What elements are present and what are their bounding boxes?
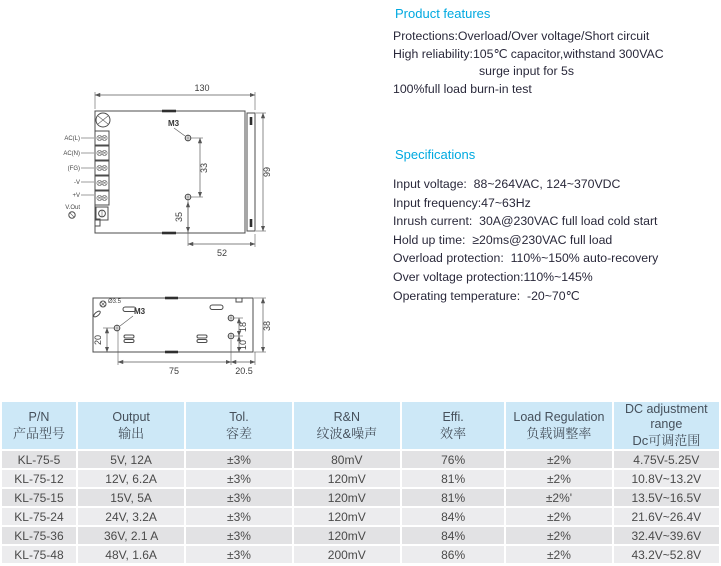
spec-table xyxy=(0,400,721,565)
cell: ±2%' xyxy=(506,489,611,506)
cell: 13.5V~16.5V xyxy=(614,489,719,506)
dim-hole-right-upper-label: 18 xyxy=(238,321,248,333)
col-header-0 xyxy=(2,402,76,449)
cell: 15V, 5A xyxy=(78,489,184,506)
specifications-section xyxy=(393,147,721,305)
col-header-5 xyxy=(506,402,611,449)
terminal-block xyxy=(95,131,109,205)
spec-line: Operating temperature: -20~70℃ xyxy=(393,288,580,303)
case-outline xyxy=(95,111,245,233)
cell: 84% xyxy=(402,527,504,544)
front-view-drawing xyxy=(50,80,325,275)
cell: 21.6V~26.4V xyxy=(614,508,719,525)
table-row xyxy=(2,470,719,487)
cell: KL-75-48 xyxy=(2,546,76,563)
cell: KL-75-36 xyxy=(2,527,76,544)
dim-hole-left-label: 20 xyxy=(93,334,103,346)
col-header-cn: 纹波&噪声 xyxy=(316,425,378,441)
dim-depth-label: 38 xyxy=(262,320,272,332)
table-row xyxy=(2,527,719,544)
screw-callout: M3 xyxy=(134,307,146,316)
cell: 43.2V~52.8V xyxy=(614,546,719,563)
spec-table-body xyxy=(2,402,719,563)
dim-hole-pitch-label: 33 xyxy=(199,162,209,174)
cell: 4.75V-5.25V xyxy=(614,451,719,468)
cell: ±3% xyxy=(186,470,291,487)
cell: 76% xyxy=(402,451,504,468)
dim-length-label: 75 xyxy=(168,366,180,376)
feature-line: Protections:Overload/Over voltage/Short circuit xyxy=(393,29,650,43)
cell: 120mV xyxy=(294,508,400,525)
cell: 36V, 2.1 A xyxy=(78,527,184,544)
cell: 120mV xyxy=(294,489,400,506)
terminal-label: AC(L) xyxy=(64,136,80,142)
cell: KL-75-12 xyxy=(2,470,76,487)
cell: 48V, 1.6A xyxy=(78,546,184,563)
cell: KL-75-24 xyxy=(2,508,76,525)
cell: 5V, 12A xyxy=(78,451,184,468)
cell: 32.4V~39.6V xyxy=(614,527,719,544)
col-header-en: P/N xyxy=(28,409,50,424)
dim-end-offset-label: 20.5 xyxy=(235,366,253,376)
spec-line: Overload protection: 110%~150% auto-recovery xyxy=(393,251,659,266)
cell: ±2% xyxy=(506,546,611,563)
cell: ±3% xyxy=(186,527,291,544)
cell: 120mV xyxy=(294,527,400,544)
col-header-cn: Dc可调范围 xyxy=(632,433,701,448)
dim-hole-right-lower-label: 10 xyxy=(238,339,248,351)
spec-line: Inrush current: 30A@230VAC full load cold start xyxy=(393,214,658,229)
cell: 81% xyxy=(402,489,504,506)
spec-line: Over voltage protection:110%~145% xyxy=(393,269,593,284)
dim-width-label: 130 xyxy=(194,83,210,93)
col-header-6 xyxy=(614,402,719,449)
terminal-label: V.Out xyxy=(65,205,80,211)
spec-line: Input voltage: 88~264VAC, 124~370VDC xyxy=(393,177,621,191)
cell: 120mV xyxy=(294,470,400,487)
col-header-en: Tol. xyxy=(229,409,249,424)
product-features-heading: Product features xyxy=(395,6,491,21)
cell: ±3% xyxy=(186,546,291,563)
col-header-cn: 产品型号 xyxy=(12,425,65,441)
col-header-en: Load Regulation xyxy=(513,409,605,424)
col-header-2 xyxy=(186,402,291,449)
dim-bottom-span-label: 52 xyxy=(216,248,228,258)
col-header-en: R&N xyxy=(333,409,360,424)
cell: ±3% xyxy=(186,508,291,525)
cell: 200mV xyxy=(294,546,400,563)
cell: ±3% xyxy=(186,451,291,468)
col-header-cn: 容差 xyxy=(225,425,252,441)
col-header-1 xyxy=(78,402,184,449)
table-row xyxy=(2,451,719,468)
table-row xyxy=(2,489,719,506)
cell: ±2% xyxy=(506,527,611,544)
cell: ±2% xyxy=(506,451,611,468)
spec-line: Input frequency:47~63Hz xyxy=(393,195,531,210)
col-header-en: Effi. xyxy=(442,409,464,424)
header-row xyxy=(2,402,719,449)
feature-line: surge input for 5s xyxy=(479,64,575,78)
cell: 80mV xyxy=(294,451,400,468)
col-header-en: Output xyxy=(112,409,150,424)
col-header-3 xyxy=(294,402,400,449)
cell: 10.8V~13.2V xyxy=(614,470,719,487)
col-header-cn: 负载调整率 xyxy=(526,425,592,441)
cell: ±2% xyxy=(506,508,611,525)
terminal-label: AC(N) xyxy=(63,151,80,157)
specifications-heading: Specifications xyxy=(395,147,476,162)
cell: ±2% xyxy=(506,470,611,487)
cell: KL-75-5 xyxy=(2,451,76,468)
cell: 84% xyxy=(402,508,504,525)
cell: 24V, 3.2A xyxy=(78,508,184,525)
spec-line: Hold up time: ≥20ms@230VAC full load xyxy=(393,232,613,247)
screw-callout: M3 xyxy=(168,119,180,128)
feature-line: High reliability:105℃ capacitor,withstand 300VAC xyxy=(393,46,664,61)
hole-dia-label: Ø3.5 xyxy=(108,299,122,305)
bottom-view-drawing xyxy=(50,288,325,388)
dim-hole-bottom-label: 35 xyxy=(174,211,184,223)
terminal-label: -V xyxy=(74,180,80,186)
cell: ±3% xyxy=(186,489,291,506)
terminal-label: +V xyxy=(72,193,80,199)
product-features-section xyxy=(393,6,721,98)
potentiometer-icon xyxy=(96,207,108,220)
feature-line: 100%full load burn-in test xyxy=(393,81,532,96)
col-header-cn: 输出 xyxy=(118,425,145,441)
terminal-label: (FG) xyxy=(67,166,80,172)
cell: 81% xyxy=(402,470,504,487)
cell: 12V, 6.2A xyxy=(78,470,184,487)
col-header-4 xyxy=(402,402,504,449)
col-header-en: DC adjustment range xyxy=(624,402,708,431)
cell: KL-75-15 xyxy=(2,489,76,506)
table-row xyxy=(2,508,719,525)
table-row xyxy=(2,546,719,563)
cell: 86% xyxy=(402,546,504,563)
dim-height-label: 99 xyxy=(262,166,272,178)
col-header-cn: 效率 xyxy=(440,425,467,441)
